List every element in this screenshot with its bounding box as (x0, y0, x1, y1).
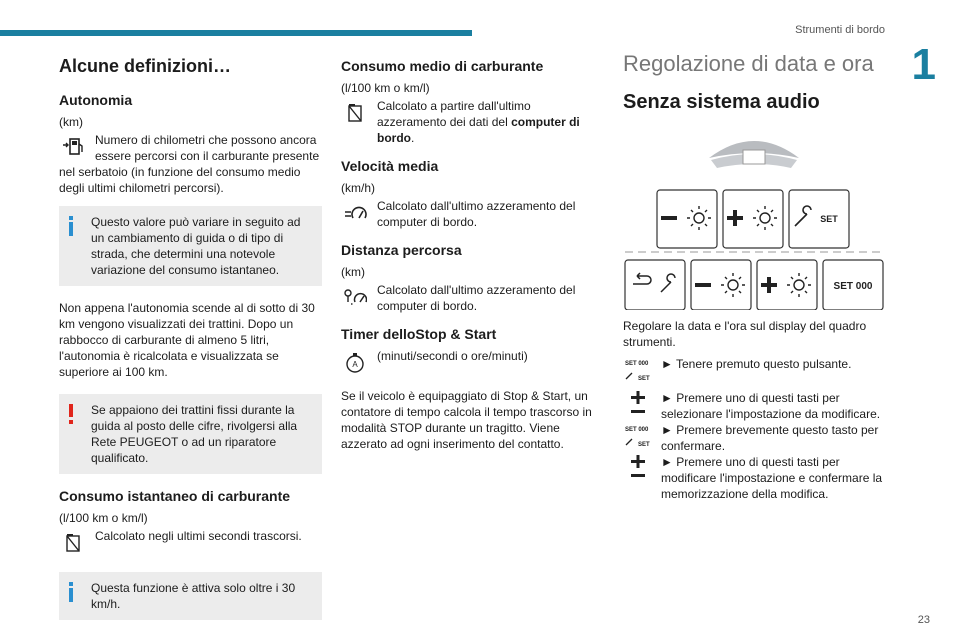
timer-description (341, 348, 603, 378)
svg-text:A: A (352, 360, 358, 369)
info-note-text: Questo valore può variare in seguito ad un cambiamento di guida o di tipo di strada, che determini una notevole variazione del consumo istantaneo. (91, 215, 301, 277)
consumo-istantaneo-description (59, 528, 322, 558)
step-1 (623, 356, 885, 384)
distanza-unit: (km) (341, 265, 365, 279)
info-icon (67, 216, 75, 236)
brightness-plus-button[interactable] (723, 190, 783, 248)
step-4-text: ► Premere uno di questi tasti per modificare l'impostazione e confermare la memorizzazione della modifica. (661, 455, 883, 501)
step-2-text: ► Premere uno di questi tasti per selezionare l'impostazione da modificare. (661, 391, 881, 421)
svg-text:SET 000: SET 000 (625, 427, 649, 433)
warning-icon (67, 404, 75, 424)
wrench-set-button[interactable] (789, 190, 849, 248)
consumo-medio-desc-end: . (411, 131, 415, 145)
velocita-desc: Calcolato dall'ultimo azzeramento del computer di bordo. (377, 199, 576, 229)
distanza-heading: Distanza percorsa (341, 242, 462, 258)
timer-desc: (minuti/secondi o ore/minuti) (377, 349, 528, 363)
consumo-medio-desc-bold: computer di bordo (377, 115, 580, 145)
speedometer-icon (343, 202, 367, 224)
consumo-medio-unit: (l/100 km o km/l) (341, 81, 430, 95)
distanza-description (341, 282, 603, 314)
step-3 (623, 422, 885, 454)
consumo-medio-heading: Consumo medio di carburante (341, 58, 544, 74)
brightness-minus-button-2[interactable] (691, 260, 751, 310)
set-000-button[interactable] (823, 260, 883, 310)
fuel-consumption-icon (343, 102, 367, 124)
consumo-istantaneo-heading: Consumo istantaneo di carburante (59, 488, 291, 504)
consumo-medio-description (341, 98, 603, 146)
chapter-number: 1 (911, 40, 936, 89)
brightness-plus-button-2[interactable] (757, 260, 817, 310)
definitions-title: Alcune definizioni… (59, 56, 232, 76)
step-2 (623, 390, 885, 422)
set-000-label: SET 000 (833, 281, 873, 292)
date-time-title: Regolazione di data e ora (623, 51, 874, 76)
distanza-desc: Calcolato dall'ultimo azzeramento del computer di bordo. (377, 283, 576, 313)
svg-text:SET 000: SET 000 (625, 361, 649, 367)
plus-minus-icon (623, 454, 655, 482)
autonomia-paragraph: Non appena l'autonomia scende al di sotto di 30 km vengono visualizzati dei trattini. Dopo un rabbocco di carburante di almeno 5 litri, l'autonomia è ricalcolata e visualizzata se superiore ai 100 km. (59, 301, 315, 379)
fuel-pump-icon (61, 136, 85, 158)
info-note-speed-text: Questa funzione è attiva solo oltre i 30 km/h. (91, 581, 296, 611)
section-title: Strumenti di bordo (795, 24, 885, 36)
info-note (59, 206, 322, 286)
consumo-istantaneo-unit: (l/100 km o km/l) (59, 511, 148, 525)
timer-paragraph: Se il veicolo è equipaggiato di Stop & Start, un contatore di tempo calcola il tempo trascorso in modalità STOP durante un tragitto. Viene azzerato ad ogni inserimento del contatto. (341, 389, 592, 451)
column-trip-computer (341, 56, 603, 466)
velocita-unit: (km/h) (341, 181, 375, 195)
step-4 (623, 454, 885, 502)
svg-text:SET: SET (638, 376, 650, 382)
set-000-wrench-icon (623, 356, 655, 384)
without-audio-subtitle: Senza sistema audio (623, 91, 820, 113)
instrument-cluster-icon (709, 141, 799, 168)
header-accent-bar (0, 30, 472, 36)
brightness-minus-button[interactable] (657, 190, 717, 248)
timer-heading: Timer delloStop & Start (341, 326, 497, 342)
step-1-text: ► Tenere premuto questo pulsante. (661, 357, 852, 371)
fuel-consumption-icon (61, 532, 85, 554)
set-000-wrench-icon (623, 422, 655, 450)
warning-note (59, 394, 322, 474)
consumo-medio-desc-a: Calcolato a partire dall'ultimo azzeramento dei dati del (377, 99, 531, 129)
info-icon (67, 582, 75, 602)
instrument-panel-buttons-diagram (623, 128, 885, 310)
page-number: 23 (917, 614, 930, 626)
info-note-speed (59, 572, 322, 620)
autonomia-unit: (km) (59, 115, 83, 129)
stop-start-timer-icon (343, 352, 367, 374)
column-definitions (59, 56, 322, 634)
back-wrench-button[interactable] (625, 260, 685, 310)
velocita-description (341, 198, 603, 230)
autonomia-desc-a: Numero di chilometri che possono ancora essere percorsi con il carburante presente (95, 133, 320, 163)
warning-note-text: Se appaiono dei trattini fissi durante la guida al posto delle cifre, rivolgersi alla Rete PEUGEOT o ad un riparatore qualificato. (91, 403, 298, 465)
step-3-text: ► Premere brevemente questo tasto per confermare. (661, 423, 879, 453)
autonomia-heading: Autonomia (59, 92, 133, 108)
svg-text:SET: SET (638, 442, 650, 448)
column-date-time (623, 51, 885, 502)
distance-icon (343, 286, 367, 308)
set-label: SET (820, 214, 838, 224)
autonomia-desc-b: nel serbatoio (in funzione del consumo medio degli ultimi chilometri percorsi). (59, 165, 301, 195)
velocita-heading: Velocità media (341, 158, 439, 174)
consumo-istantaneo-desc: Calcolato negli ultimi secondi trascorsi. (95, 529, 302, 543)
autonomia-description (59, 132, 322, 164)
plus-minus-icon (623, 390, 655, 418)
date-time-intro: Regolare la data e l'ora sul display del quadro strumenti. (623, 319, 867, 349)
